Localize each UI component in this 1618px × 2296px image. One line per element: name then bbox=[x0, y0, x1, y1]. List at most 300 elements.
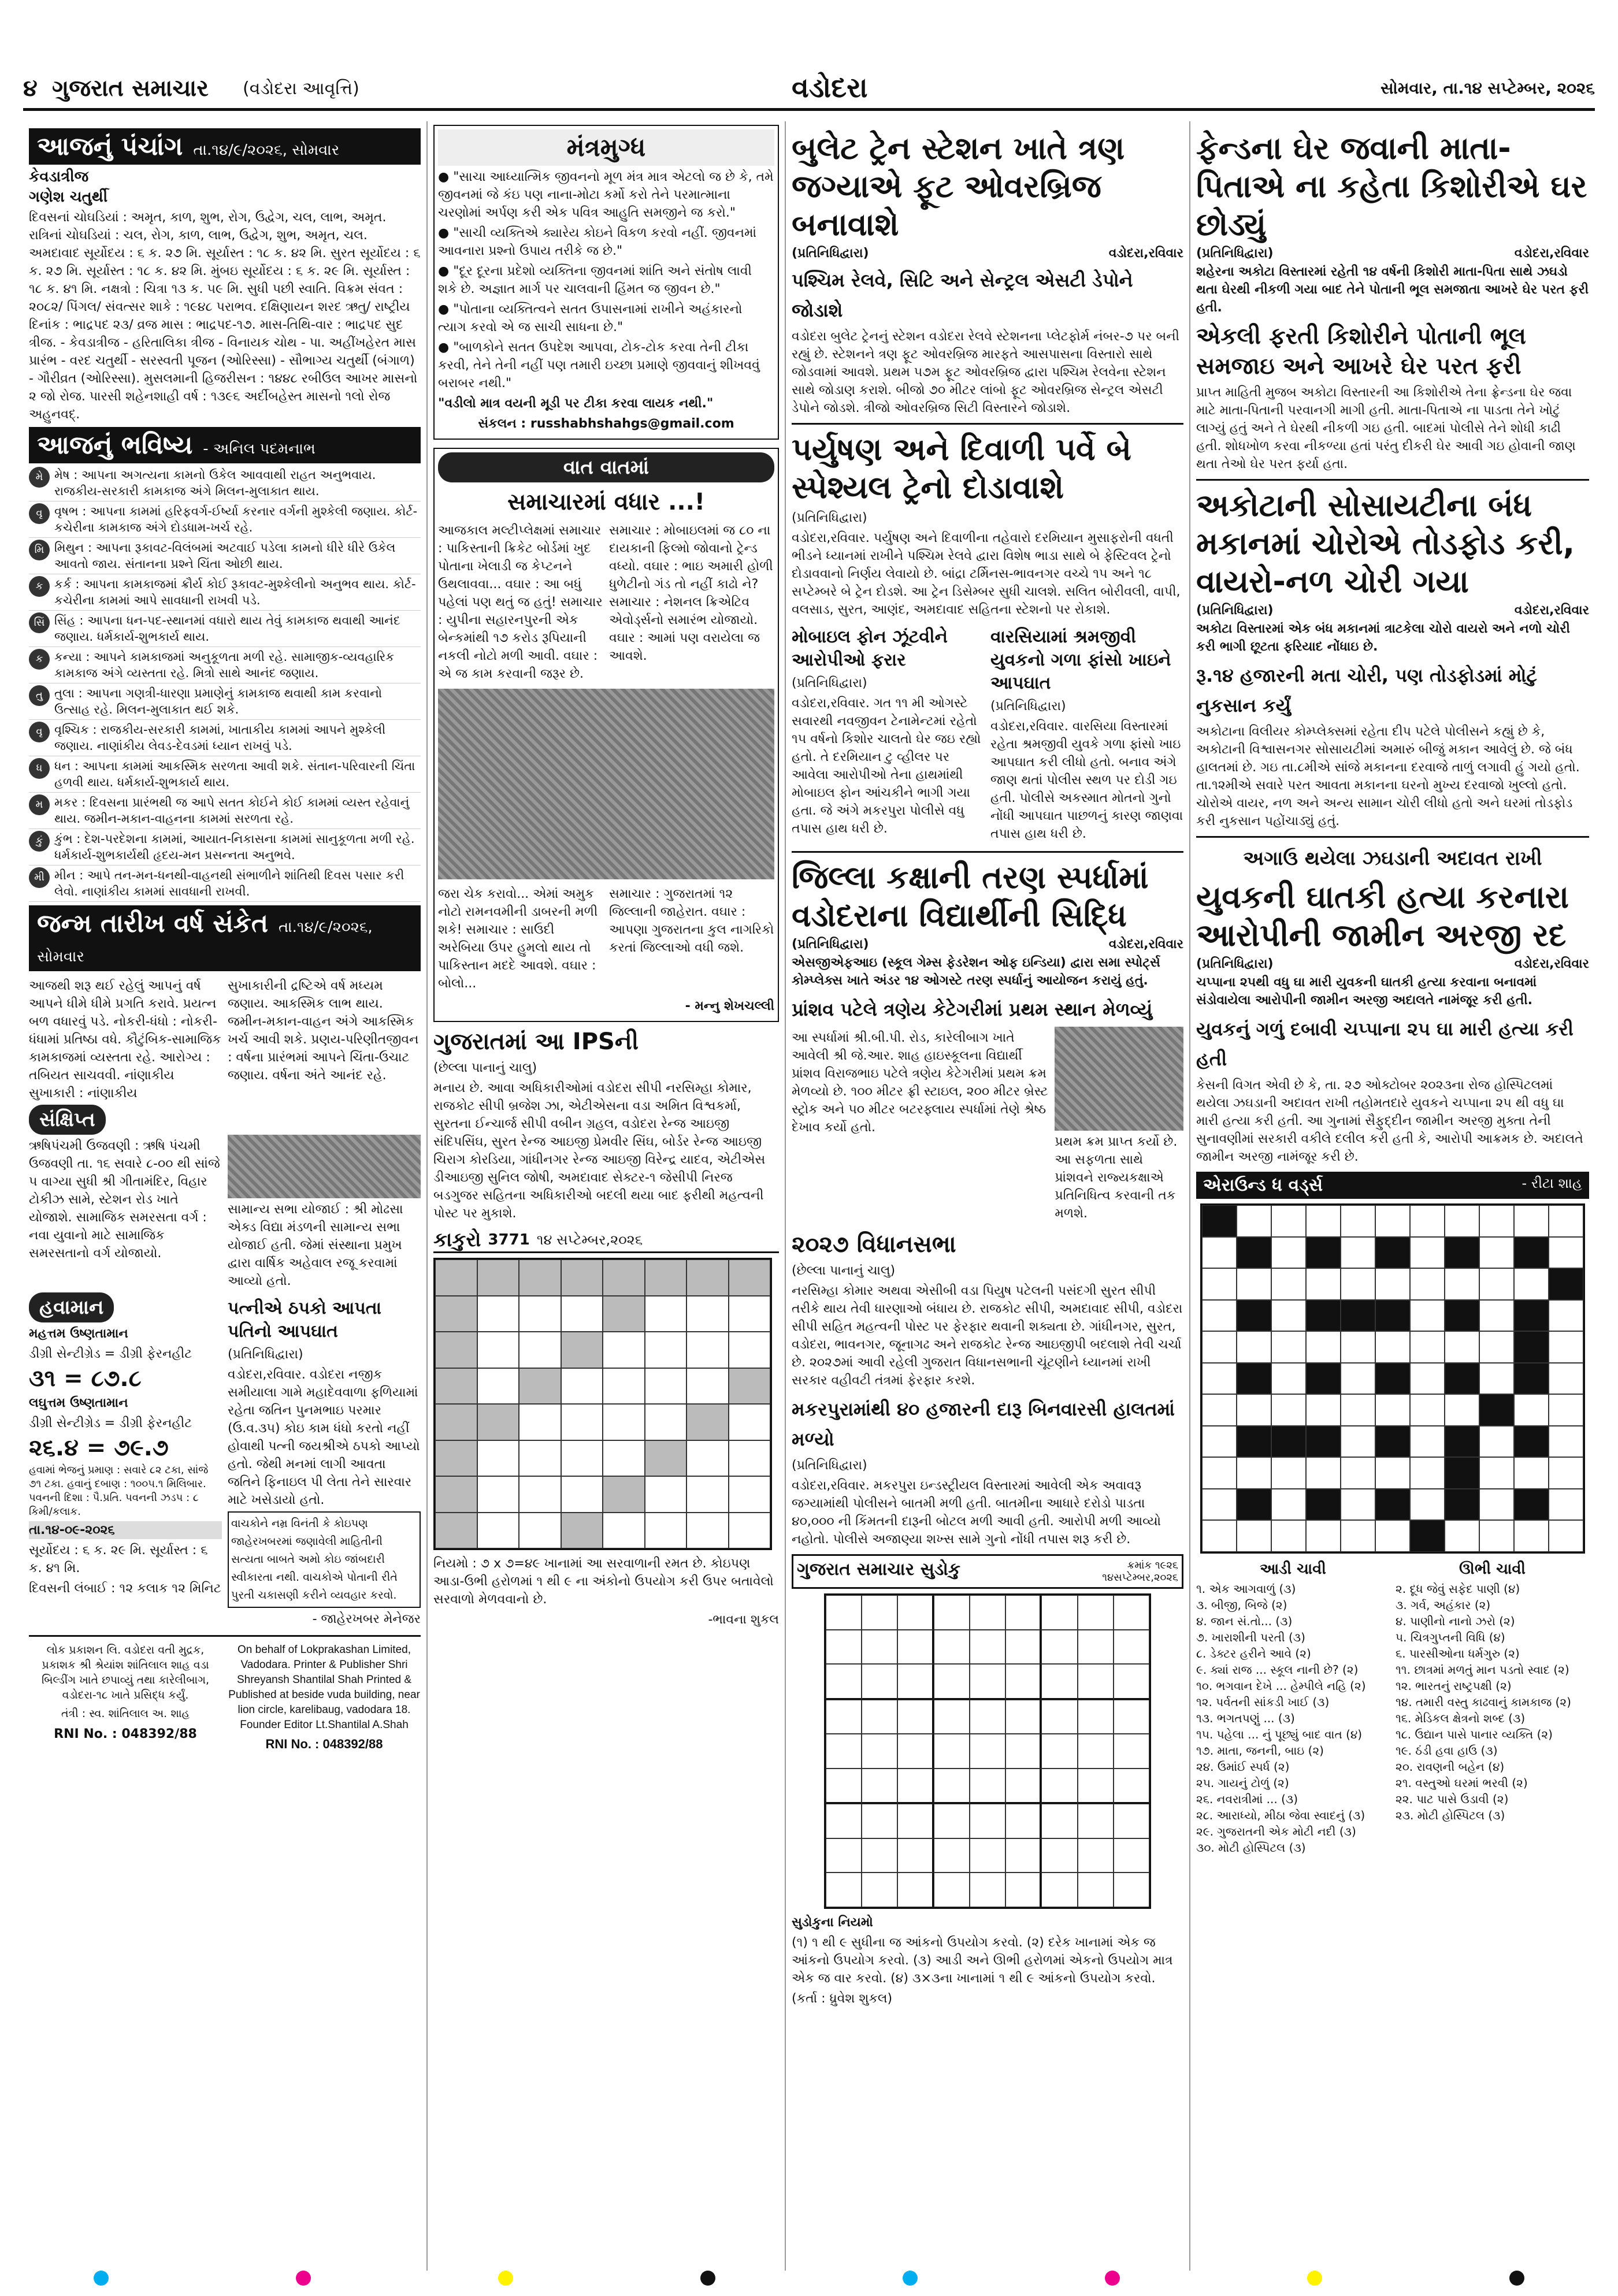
crossword-cell[interactable] bbox=[1271, 1363, 1306, 1395]
kakuro-cell[interactable] bbox=[603, 1332, 645, 1368]
kakuro-rules: નિયમો : ૭ x ૭=૪૯ ખાનામાં આ સરવાળાની રમત છે. કોઇપણ આડા-ઉભી હરોળમાં ૧ થી ૯ ના અંકોનો ઉપયોગ કરી ઉપર બતાવેલો સરવાળો મેળવવાનો છે. bbox=[433, 1556, 774, 1607]
sudoku-cell[interactable] bbox=[1005, 1804, 1041, 1838]
rashi-icon: વૃ bbox=[29, 722, 50, 742]
sudoku-cell[interactable] bbox=[1041, 1595, 1077, 1630]
sudoku-cell[interactable] bbox=[970, 1734, 1005, 1769]
crossword-cell[interactable] bbox=[1375, 1331, 1410, 1363]
crossword-cell[interactable] bbox=[1202, 1268, 1237, 1300]
crossword-cell[interactable] bbox=[1237, 1394, 1271, 1426]
sudoku-cell[interactable] bbox=[1078, 1630, 1114, 1665]
crossword-cell[interactable] bbox=[1410, 1394, 1445, 1426]
crossword-cell[interactable] bbox=[1237, 1520, 1271, 1552]
kakuro-cell[interactable] bbox=[686, 1476, 729, 1513]
crossword-cell[interactable] bbox=[1271, 1237, 1306, 1269]
crossword-cell[interactable] bbox=[1514, 1457, 1549, 1489]
crossword-cell[interactable] bbox=[1341, 1394, 1375, 1426]
crossword-cell[interactable] bbox=[1549, 1457, 1583, 1489]
crossword-cell[interactable] bbox=[1306, 1520, 1341, 1552]
makarpura-title: મકરપુરામાંથી ૪૦ હજારની દારૂ બિનવારસી હાલતમાં મળ્યો bbox=[792, 1398, 1175, 1450]
sudoku-cell[interactable] bbox=[862, 1630, 897, 1665]
kakuro-cell[interactable] bbox=[729, 1332, 771, 1368]
sudoku-cell[interactable] bbox=[826, 1769, 862, 1804]
crossword-cell[interactable] bbox=[1341, 1520, 1375, 1552]
kakuro-grid[interactable] bbox=[433, 1258, 772, 1550]
crossword-cell[interactable] bbox=[1306, 1268, 1341, 1300]
kakuro-cell[interactable] bbox=[729, 1296, 771, 1332]
sudoku-cell[interactable] bbox=[897, 1804, 933, 1838]
sudoku-cell[interactable] bbox=[1078, 1873, 1114, 1907]
sudoku-cell[interactable] bbox=[862, 1595, 897, 1630]
crossword-cell[interactable] bbox=[1479, 1237, 1514, 1269]
crossword-cell bbox=[1514, 1363, 1549, 1395]
sudoku-cell[interactable] bbox=[1114, 1734, 1149, 1769]
kakuro-cell[interactable] bbox=[477, 1296, 519, 1332]
kakuro-cell[interactable] bbox=[686, 1368, 729, 1405]
sudoku-cell[interactable] bbox=[862, 1873, 897, 1907]
kakuro-clue-cell bbox=[729, 1260, 771, 1296]
crossword-cell[interactable] bbox=[1549, 1394, 1583, 1426]
janma-left: આજથી શરૂ થઈ રહેલું આપનું વર્ષ આપને ધીમે ધીમે પ્રગતિ કરાવે. પ્રયત્ન બળ વધારવું પડે. નોકરી-ધંધો : નોકરી-ધંધામાં પ્રતિષ્ઠા વધે. કૌટુંબિક-સામાજિક કામકાજમાં વ્યસ્તતા રહે. આરોગ્ય : તબિયત સાચવવી. નાંણાકીય સુખાકારી : નાંણાકીય bbox=[29, 979, 221, 1101]
mantra-item: ● "દૂર દૂરના પ્રદેશો વ્યક્તિના જીવનમાં શાંતિ અને સંતોષ લાવી શકે છે. અજ્ઞાત માર્ગ પર ચાલવાની હિંમત જ જીવન છે." bbox=[438, 264, 752, 296]
kakuro-cell[interactable] bbox=[645, 1332, 687, 1368]
crossword-cell[interactable] bbox=[1375, 1520, 1410, 1552]
clue-item: ૩. બીજી, બિજે (૨) bbox=[1196, 1598, 1287, 1612]
vaarsiya-article bbox=[990, 621, 1183, 845]
crossword-cell[interactable] bbox=[1271, 1489, 1306, 1521]
kakuro-cell[interactable] bbox=[561, 1404, 603, 1440]
sudoku-cell[interactable] bbox=[897, 1873, 933, 1907]
crossword-cell[interactable] bbox=[1237, 1268, 1271, 1300]
sudoku-cell[interactable] bbox=[934, 1873, 970, 1907]
vidhansabha-article bbox=[792, 1229, 1183, 1390]
crossword-cell[interactable] bbox=[1306, 1394, 1341, 1426]
fenda-place: વડોદરા,રવિવાર bbox=[1514, 246, 1589, 261]
crossword-cell[interactable] bbox=[1341, 1457, 1375, 1489]
sudoku-cell[interactable] bbox=[970, 1769, 1005, 1804]
sudoku-cell[interactable] bbox=[934, 1664, 970, 1700]
jilla-intro: એસજીએફઆઇ (સ્કૂલ ગેમ્સ ફેડરેશન ઓફ ઇન્ડિયા) દ્વારા સમા સ્પોર્ટ્સ કોમ્પ્લેક્સ ખાતે અંડર ૧૪ ઓગસ્ટે તરણ સ્પર્ધાનું આયોજન કરાયું હતું. bbox=[792, 956, 1160, 988]
kakuro-cell[interactable] bbox=[603, 1368, 645, 1405]
crossword-cell[interactable] bbox=[1410, 1237, 1445, 1269]
sudoku-cell[interactable] bbox=[1005, 1769, 1041, 1804]
sudoku-cell[interactable] bbox=[1078, 1804, 1114, 1838]
city-title: વડોદરા bbox=[792, 72, 868, 104]
rashi-text: સિંહ : આપના ધન-પદ-સ્થાનમાં વધારો થાય તેવું કામકાજ થવાથી આનંદ જણાય. ધર્મકાર્ય-શુભકાર્ય થાય. bbox=[54, 614, 400, 644]
sudoku-cell[interactable] bbox=[934, 1838, 970, 1873]
crossword-cell bbox=[1306, 1237, 1341, 1269]
crossword-cell bbox=[1306, 1489, 1341, 1521]
sudoku-cell[interactable] bbox=[862, 1700, 897, 1734]
sudoku-cell[interactable] bbox=[1041, 1734, 1077, 1769]
crossword-cell[interactable] bbox=[1445, 1520, 1479, 1552]
kakuro-cell[interactable] bbox=[645, 1368, 687, 1405]
kakuro-cell[interactable] bbox=[686, 1513, 729, 1549]
akota-body: અકોટાના વિલીયર કોમ્પ્લેક્સમાં રહેતા દીપ પટેલે પોલીસને કહ્યું છે કે, અકોટાની વિશ્વાસનગર સોસાયટીમાં અમારું બીજું મકાન આવેલું છે. જે બંધ હાલતમાં છે. ગઇ તા.૮મીએ સાંજે મકાનના દરવાજે તાળું લગાવી હું ગયો હતો. તા.૧૨મીએ સવારે પરત આવતા મકાનના ઘરનો મુખ્ય દરવાજો ખુલ્લો હતો. ચોરોએ વાયર, નળ અને અન્ય સામાન ચોરી લીધો હતો અને ઘરમાં તોડફોડ કરી નુકસાન પહોંચાડ્યું હતું. bbox=[1196, 725, 1580, 829]
ptni-body: વડોદરા,રવિવાર. વડોદરા નજીક સમીયાલા ગામે મહાદેવવાળા ફળિયામાં રહેતા જતિન પુનમભાઇ પરમાર (ઉ.વ.૩૫) કોઇ કામ ધંધો કરતો નહીં હોવાથી પત્ની જયશ્રીએ ઠપકો આપ્યો હતો. જેથી મનમાં લાગી આવતા જતિને ફિનાઇલ પી લેતા તેને સારવાર માટે ખસેડાયો હતો. bbox=[228, 1368, 420, 1507]
sudoku-cell[interactable] bbox=[970, 1664, 1005, 1700]
kakuro-cell[interactable] bbox=[519, 1476, 561, 1513]
crossword-cell[interactable] bbox=[1479, 1520, 1514, 1552]
kakuro-cell[interactable] bbox=[729, 1476, 771, 1513]
kakuro-cell[interactable] bbox=[519, 1332, 561, 1368]
sudoku-cell[interactable] bbox=[1078, 1769, 1114, 1804]
crossword-cell[interactable] bbox=[1410, 1489, 1445, 1521]
student-photo bbox=[1055, 1027, 1183, 1131]
crossword-cell[interactable] bbox=[1549, 1520, 1583, 1552]
clue-item: ૨૬. નવરાત્રીમાં ... (૩) bbox=[1196, 1792, 1298, 1806]
crossword-cell[interactable] bbox=[1202, 1489, 1237, 1521]
crossword-cell bbox=[1445, 1489, 1479, 1521]
sudoku-cell[interactable] bbox=[934, 1630, 970, 1665]
crossword-cell[interactable] bbox=[1410, 1331, 1445, 1363]
kakuro-cell[interactable] bbox=[603, 1440, 645, 1477]
sudoku-cell[interactable] bbox=[1005, 1838, 1041, 1873]
sudoku-cell[interactable] bbox=[1041, 1804, 1077, 1838]
edition-label: (વડોદરા આવૃત્તિ) bbox=[243, 79, 359, 99]
kakuro-cell[interactable] bbox=[477, 1368, 519, 1405]
kakuro-cell[interactable] bbox=[686, 1332, 729, 1368]
hatya-intro: ચપ્પાના ૨૫થી વધુ ઘા મારી યુવકની ઘાતકી હત્યા કરવાના બનાવમાં સંડોવાયેલા આરોપીની જામીન અરજી અદાલતે નામંજૂર કરી હતી. bbox=[1196, 975, 1537, 1008]
crossword-cell[interactable] bbox=[1514, 1394, 1549, 1426]
sudoku-cell[interactable] bbox=[970, 1630, 1005, 1665]
crossword-cell[interactable] bbox=[1549, 1237, 1583, 1269]
crossword-cell[interactable] bbox=[1341, 1268, 1375, 1300]
kakuro-cell[interactable] bbox=[561, 1368, 603, 1405]
crossword-cell bbox=[1237, 1426, 1271, 1458]
sudoku-cell[interactable] bbox=[970, 1873, 1005, 1907]
sudoku-cell[interactable] bbox=[1114, 1769, 1149, 1804]
crossword-cell[interactable] bbox=[1375, 1205, 1410, 1237]
havaman-sun: સૂર્યોદય : ૬ ક. ૨૯ મિ. સૂર્યાસ્ત : ૬ ક. ૪૧ મિ. bbox=[29, 1543, 208, 1576]
makarpura-article bbox=[792, 1394, 1183, 1548]
kakuro-cell[interactable] bbox=[603, 1404, 645, 1440]
crossword-cell[interactable] bbox=[1514, 1268, 1549, 1300]
sudoku-cell[interactable] bbox=[1041, 1838, 1077, 1873]
crossword-cell bbox=[1341, 1300, 1375, 1332]
sudoku-cell[interactable] bbox=[970, 1595, 1005, 1630]
sudoku-cell[interactable] bbox=[1005, 1734, 1041, 1769]
crossword-cell[interactable] bbox=[1410, 1457, 1445, 1489]
crossword-cell[interactable] bbox=[1341, 1363, 1375, 1395]
crossword-cell[interactable] bbox=[1410, 1268, 1445, 1300]
imprint-editor: તંત્રી : સ્વ. શાંતિલાલ અ. શાહ bbox=[61, 1707, 190, 1720]
vatvatma-right2: સમાચાર : ગુજરાતમાં ૧૨ જિલ્લાની જાહેરાત. વઘાર : આપણા ગુજરાતના કુલ નાગરિકો કરતાં જિલ્લાઓ વધી જશે. bbox=[609, 887, 774, 955]
crossword-cell[interactable] bbox=[1375, 1268, 1410, 1300]
crossword-cell[interactable] bbox=[1445, 1331, 1479, 1363]
kakuro-cell[interactable] bbox=[729, 1513, 771, 1549]
kakuro-cell[interactable] bbox=[519, 1404, 561, 1440]
crossword-cell[interactable] bbox=[1410, 1205, 1445, 1237]
sudoku-cell[interactable] bbox=[934, 1595, 970, 1630]
sudoku-cell[interactable] bbox=[826, 1595, 862, 1630]
crossword-cell[interactable] bbox=[1341, 1426, 1375, 1458]
crossword-cell[interactable] bbox=[1306, 1457, 1341, 1489]
kakuro-clue-cell bbox=[435, 1513, 477, 1549]
kakuro-cell[interactable] bbox=[519, 1513, 561, 1549]
kakuro-cell[interactable] bbox=[477, 1513, 519, 1549]
sudoku-cell[interactable] bbox=[1078, 1700, 1114, 1734]
crossword-cell[interactable] bbox=[1549, 1300, 1583, 1332]
crossword-cell[interactable] bbox=[1271, 1300, 1306, 1332]
crossword-cell[interactable] bbox=[1445, 1268, 1479, 1300]
kakuro-clue-cell bbox=[435, 1296, 477, 1332]
clue-item: ૧૬. મેડિકલ ક્ષેત્રનો શબ્દ (૩) bbox=[1396, 1711, 1526, 1725]
sudoku-cell[interactable] bbox=[826, 1873, 862, 1907]
kakuro-cell[interactable] bbox=[561, 1476, 603, 1513]
rashi-item bbox=[29, 576, 421, 611]
crossword-cell[interactable] bbox=[1237, 1457, 1271, 1489]
sudoku-cell[interactable] bbox=[1114, 1595, 1149, 1630]
crossword-cell bbox=[1202, 1205, 1237, 1237]
sudoku-cell[interactable] bbox=[826, 1700, 862, 1734]
mantra-item: ● "સાચી વ્યક્તિએ ક્યારેય કોઇને વિકળ કરવો નહીં. જીવનમાં આવનારા પ્રશ્નો ઉપાય તરીકે જ છે." bbox=[438, 226, 756, 258]
rashi-icon: કું bbox=[29, 831, 50, 852]
crossword-cell[interactable] bbox=[1271, 1205, 1306, 1237]
crossword-cell[interactable] bbox=[1306, 1205, 1341, 1237]
sudoku-cell[interactable] bbox=[934, 1700, 970, 1734]
kakuro-cell[interactable] bbox=[519, 1440, 561, 1477]
sudoku-cell[interactable] bbox=[1078, 1734, 1114, 1769]
crossword-cell[interactable] bbox=[1514, 1520, 1549, 1552]
ips-cont: (છેલ્લા પાનાનું ચાલુ) bbox=[433, 1061, 537, 1075]
imprint-eng-rni: RNI No. : 048392/88 bbox=[265, 1737, 383, 1751]
kakuro-clue-cell bbox=[686, 1404, 729, 1440]
sudoku-cell[interactable] bbox=[1114, 1664, 1149, 1700]
crossword-cell[interactable] bbox=[1202, 1331, 1237, 1363]
crossword-cell[interactable] bbox=[1202, 1426, 1237, 1458]
sudoku-cell[interactable] bbox=[897, 1595, 933, 1630]
crossword-cell[interactable] bbox=[1479, 1489, 1514, 1521]
sudoku-cell[interactable] bbox=[934, 1769, 970, 1804]
crossword-cell[interactable] bbox=[1341, 1489, 1375, 1521]
crossword-cell[interactable] bbox=[1479, 1363, 1514, 1395]
mantra-quote: "વડીલો માત્ર વયની મૂડી પર ટીકા કરવા લાયક નથી." bbox=[438, 396, 714, 411]
sudoku-cell[interactable] bbox=[826, 1664, 862, 1700]
kakuro-cell[interactable] bbox=[477, 1332, 519, 1368]
kakuro-clue-cell bbox=[561, 1332, 603, 1368]
crossword-cell[interactable] bbox=[1479, 1268, 1514, 1300]
crossword-cell[interactable] bbox=[1549, 1489, 1583, 1521]
sudoku-author: (કર્તા : ધ્રુવેશ શુકલ) bbox=[792, 1992, 893, 2006]
crossword-cell[interactable] bbox=[1479, 1331, 1514, 1363]
sudoku-cell[interactable] bbox=[862, 1734, 897, 1769]
crossword-cell[interactable] bbox=[1271, 1268, 1306, 1300]
vaarsiya-body: વડોદરા,રવિવાર. વારસિયા વિસ્તારમાં રહેતા શ્રમજીવી યુવકે ગળા ફાંસો ખાઇ આપઘાત કરી લીધો હતો. બનાવ અંગે જાણ થતાં પોલીસ સ્થળ પર દોડી ગઇ હતી. પોલીસે અકસ્માત મોતનો ગુનો નોંધી આપઘાત પાછળનું કારણ જાણવા તપાસ હાથ ધરી છે. bbox=[990, 719, 1183, 841]
kakuro-clue-cell bbox=[603, 1476, 645, 1513]
kakuro-cell[interactable] bbox=[645, 1476, 687, 1513]
rashi-text: મેષ : આપના અગત્યના કામનો ઉકેલ આવવાથી રાહત અનુભવાય. રાજકીય-સરકારી કામકાજ અંગે મિલન-મુલાકાત થાય. bbox=[54, 468, 376, 498]
crossword-cell bbox=[1375, 1363, 1410, 1395]
crossword-cell[interactable] bbox=[1341, 1331, 1375, 1363]
crossword-cell[interactable] bbox=[1479, 1300, 1514, 1332]
sankshipt-photo bbox=[228, 1135, 421, 1198]
havaman-title: હવામાન bbox=[29, 1292, 114, 1322]
kakuro-cell[interactable] bbox=[519, 1296, 561, 1332]
crossword-cell[interactable] bbox=[1410, 1300, 1445, 1332]
kakuro-cell[interactable] bbox=[729, 1404, 771, 1440]
crossword-cell[interactable] bbox=[1202, 1300, 1237, 1332]
rashi-icon: મિ bbox=[29, 540, 50, 560]
crossword-cell[interactable] bbox=[1445, 1205, 1479, 1237]
crossword-cell[interactable] bbox=[1375, 1457, 1410, 1489]
crossword-cell[interactable] bbox=[1479, 1205, 1514, 1237]
crossword-cell[interactable] bbox=[1202, 1394, 1237, 1426]
kakuro-clue-cell bbox=[519, 1260, 561, 1296]
sudoku-cell[interactable] bbox=[862, 1664, 897, 1700]
fenda-intro: શહેરના અકોટા વિસ્તારમાં રહેતી ૧૪ વર્ષની કિશોરી માતા-પિતા સાથે ઝઘડો થતા ઘેરથી નીકળી ગયા બાદ તેને પોતાની ભૂલ સમજાતા આખરે ઘેર પરત ફરી હતી. bbox=[1196, 265, 1589, 315]
kakuro-cell[interactable] bbox=[645, 1513, 687, 1549]
panchang-section bbox=[29, 128, 421, 423]
kakuro-cell[interactable] bbox=[645, 1404, 687, 1440]
crossword-cell[interactable] bbox=[1237, 1205, 1271, 1237]
sudoku-cell[interactable] bbox=[897, 1734, 933, 1769]
sudoku-cell[interactable] bbox=[1041, 1700, 1077, 1734]
sudoku-cell[interactable] bbox=[1114, 1838, 1149, 1873]
kakuro-cell[interactable] bbox=[686, 1296, 729, 1332]
imprint-guj: લોક પ્રકાશન લિ. વડોદરા વતી મુદ્રક, પ્રકાશક શ્રી શ્રેયાંશ શાંતિલાલ શાહ વડા બિલ્ડીંગ ખાતે છપાવ્યું તથા કારેલીબાગ, વડોદરા-૧૮ ખાતે પ્રસિદ્ધ કર્યું. bbox=[41, 1644, 210, 1701]
crossword-cell[interactable] bbox=[1479, 1426, 1514, 1458]
clue-item: ૧૩. ભગતપણું ... (૩) bbox=[1196, 1711, 1295, 1725]
sudoku-cell[interactable] bbox=[897, 1664, 933, 1700]
rashi-item bbox=[29, 649, 421, 683]
sudoku-cell[interactable] bbox=[970, 1804, 1005, 1838]
hatya-title: યુવકની ઘાતકી હત્યા કરનારા આરોપીની જામીન અરજી રદ bbox=[1196, 879, 1569, 953]
crossword-cell bbox=[1306, 1363, 1341, 1395]
rashi-icon: ક bbox=[29, 649, 50, 670]
sudoku-grid[interactable] bbox=[824, 1593, 1151, 1909]
sudoku-cell[interactable] bbox=[1114, 1804, 1149, 1838]
sudoku-cell[interactable] bbox=[862, 1838, 897, 1873]
crossword-cell[interactable] bbox=[1375, 1394, 1410, 1426]
header-date: સોમવાર, તા.૧૪ સપ્ટેમ્બર, ૨૦૨૬ bbox=[1381, 79, 1595, 98]
sudoku-cell[interactable] bbox=[1041, 1873, 1077, 1907]
sudoku-cell[interactable] bbox=[1078, 1838, 1114, 1873]
rashi-text: વૃષભ : આપના કામમાં હરિફવર્ગ-ઈર્ષ્યા કરનાર વર્ગની મુશ્કેલી જણાય. કોર્ટ-કચેરીના કામકાજ અંગે દોડધામ-ખર્ચ રહે. bbox=[54, 504, 418, 534]
sudoku-cell[interactable] bbox=[1005, 1595, 1041, 1630]
crossword-cell[interactable] bbox=[1202, 1363, 1237, 1395]
sudoku-cell[interactable] bbox=[862, 1804, 897, 1838]
sudoku-cell[interactable] bbox=[970, 1700, 1005, 1734]
kakuro-cell[interactable] bbox=[561, 1440, 603, 1477]
sudoku-cell[interactable] bbox=[1078, 1664, 1114, 1700]
sudoku-cell[interactable] bbox=[897, 1700, 933, 1734]
rashi-item bbox=[29, 467, 421, 501]
sudoku-cell[interactable] bbox=[1005, 1873, 1041, 1907]
crossword-cell[interactable] bbox=[1306, 1331, 1341, 1363]
kakuro-cell[interactable] bbox=[477, 1476, 519, 1513]
sudoku-cell[interactable] bbox=[1114, 1873, 1149, 1907]
clue-item: ૭. ખારાશીની પરતી (૩) bbox=[1196, 1630, 1305, 1644]
crossword-cell[interactable] bbox=[1202, 1457, 1237, 1489]
vidhansabha-cont: (છેલ્લા પાનાનું ચાલુ) bbox=[792, 1264, 896, 1278]
crossword-cell[interactable] bbox=[1549, 1205, 1583, 1237]
crossword-cell[interactable] bbox=[1445, 1394, 1479, 1426]
crossword-cell[interactable] bbox=[1549, 1363, 1583, 1395]
page-number: ૪ bbox=[23, 75, 38, 102]
sudoku-cell[interactable] bbox=[970, 1838, 1005, 1873]
rashi-item bbox=[29, 540, 421, 574]
crossword-cell[interactable] bbox=[1271, 1331, 1306, 1363]
clue-item: ૨૪. ઉમાંઈ સ્પર્ધ (૨) bbox=[1196, 1760, 1290, 1774]
crossword-cell bbox=[1375, 1426, 1410, 1458]
sudoku-cell[interactable] bbox=[826, 1734, 862, 1769]
sudoku-cell[interactable] bbox=[1114, 1700, 1149, 1734]
sudoku-cell[interactable] bbox=[826, 1630, 862, 1665]
sudoku-cell[interactable] bbox=[1041, 1630, 1077, 1665]
sudoku-cell[interactable] bbox=[1005, 1630, 1041, 1665]
clue-item: ૧૨. ભારતનું રાષ્ટ્રપક્ષી (૨) bbox=[1396, 1679, 1512, 1693]
clue-item: ૨૨. પાટ પાસે ઉડાવી (૨) bbox=[1396, 1792, 1509, 1806]
crossword-cell[interactable] bbox=[1341, 1205, 1375, 1237]
sudoku-cell[interactable] bbox=[934, 1734, 970, 1769]
crossword-cell[interactable] bbox=[1514, 1205, 1549, 1237]
crossword-grid[interactable] bbox=[1200, 1203, 1585, 1554]
sudoku-cell[interactable] bbox=[897, 1769, 933, 1804]
janma-section bbox=[29, 905, 421, 1105]
crossword-cell[interactable] bbox=[1202, 1237, 1237, 1269]
vaarsiya-by: (પ્રતિનિધિદ્વારા) bbox=[990, 699, 1066, 714]
crossword-cell[interactable] bbox=[1237, 1331, 1271, 1363]
ubhi-chavi-title: ઊભી ચાવી bbox=[1459, 1561, 1526, 1578]
sudoku-cell[interactable] bbox=[897, 1838, 933, 1873]
imprint-eng: On behalf of Lokprakashan Limited, Vadodara. Printer & Publisher Shri Shreyansh Shantilal Shah Printed & Published at beside vuda building, near lion circle, karelibaug, vadodara 18. Founder Editor Lt.Shantilal A.Shah bbox=[228, 1644, 420, 1731]
sudoku-cell[interactable] bbox=[1005, 1664, 1041, 1700]
crossword-cell bbox=[1514, 1426, 1549, 1458]
crossword-cell[interactable] bbox=[1410, 1426, 1445, 1458]
crossword-cell[interactable] bbox=[1549, 1331, 1583, 1363]
kakuro-date: ૧૪ સપ્ટેમ્બર,૨૦૨૬ bbox=[536, 1232, 643, 1248]
crossword-cell bbox=[1445, 1300, 1479, 1332]
sudoku-cell[interactable] bbox=[1078, 1595, 1114, 1630]
kakuro-cell[interactable] bbox=[477, 1440, 519, 1477]
hatya-title1: અગાઉ થયેલા ઝઘડાની અદાવત રાખી bbox=[1243, 847, 1542, 870]
color-mark bbox=[1509, 2271, 1524, 2286]
rashi-icon: ધ bbox=[29, 758, 50, 779]
kakuro-cell[interactable] bbox=[561, 1296, 603, 1332]
sudoku-cell[interactable] bbox=[826, 1838, 862, 1873]
kakuro-cell[interactable] bbox=[729, 1440, 771, 1477]
rashi-item bbox=[29, 867, 421, 902]
crossword-cell[interactable] bbox=[1410, 1363, 1445, 1395]
crossword-cell[interactable] bbox=[1271, 1457, 1306, 1489]
crossword-cell[interactable] bbox=[1549, 1426, 1583, 1458]
kakuro-cell[interactable] bbox=[686, 1440, 729, 1477]
sudoku-cell[interactable] bbox=[1114, 1630, 1149, 1665]
kakuro-cell[interactable] bbox=[603, 1513, 645, 1549]
imprint-rni: RNI No. : 048392/88 bbox=[54, 1727, 197, 1741]
akota-title: અકોટાની સોસાયટીના બંધ મકાનમાં ચોરોએ તોડફોડ કરી, વાયરો-નળ ચોરી ગયા bbox=[1196, 487, 1575, 600]
sudoku-cell[interactable] bbox=[1005, 1700, 1041, 1734]
crossword-cell[interactable] bbox=[1479, 1457, 1514, 1489]
sudoku-cell[interactable] bbox=[826, 1804, 862, 1838]
crossword-cell[interactable] bbox=[1271, 1520, 1306, 1552]
sudoku-cell[interactable] bbox=[934, 1804, 970, 1838]
vaarsiya-title: વારસિયામાં શ્રમજીવી યુવકનો ગળા ફાંસો ખાઇને આપઘાત bbox=[990, 627, 1171, 693]
kakuro-title: કાકુરો bbox=[433, 1228, 481, 1251]
akota-article bbox=[1196, 486, 1589, 830]
panchang-title: આજનું પંચાંગ તા.૧૪/૯/૨૦૨૬, સોમવાર bbox=[29, 128, 421, 165]
sudoku-cell[interactable] bbox=[897, 1630, 933, 1665]
min-temp-value: ૨૬.૪ = ૭૯.૭ bbox=[29, 1435, 169, 1461]
sudoku-cell[interactable] bbox=[1041, 1769, 1077, 1804]
crossword-cell[interactable] bbox=[1202, 1520, 1237, 1552]
sudoku-cell[interactable] bbox=[862, 1769, 897, 1804]
sudoku-cell[interactable] bbox=[1041, 1664, 1077, 1700]
crossword-cell[interactable] bbox=[1341, 1237, 1375, 1269]
kakuro-clue-cell bbox=[435, 1404, 477, 1440]
crossword-cell[interactable] bbox=[1271, 1394, 1306, 1426]
kakuro-cell[interactable] bbox=[645, 1296, 687, 1332]
